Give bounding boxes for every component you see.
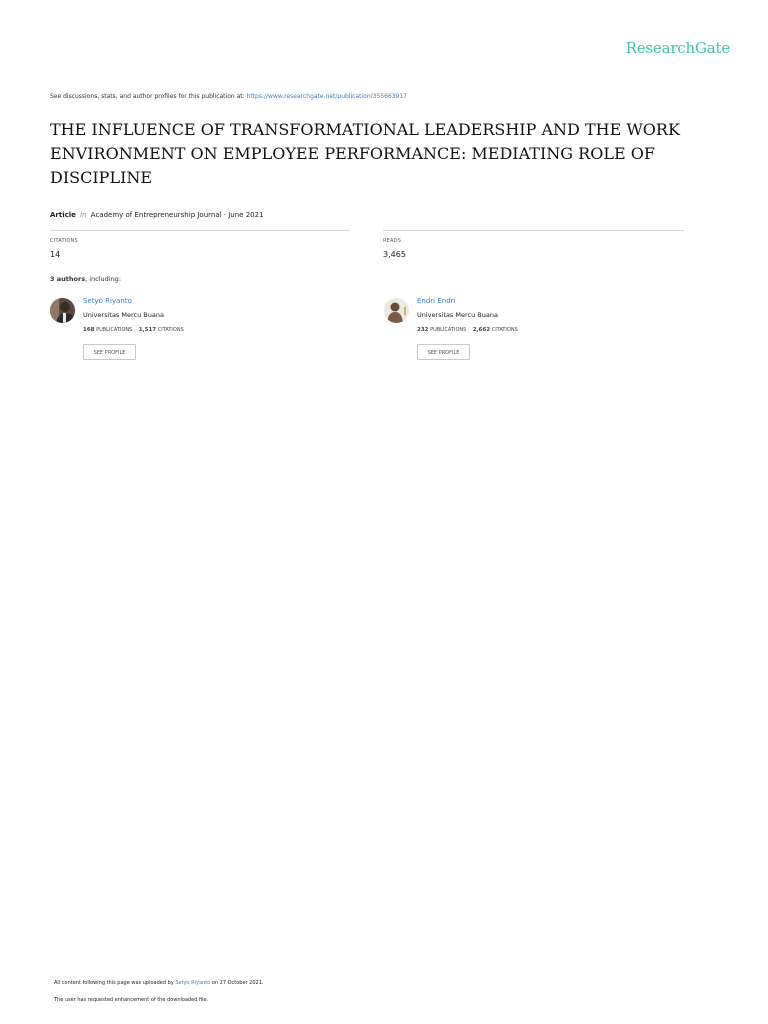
- author-card: [384, 297, 684, 367]
- upload-note-prefix: All content following this page was uploaded by: [54, 980, 176, 986]
- publication-type: Article: [50, 211, 76, 219]
- publication-in: in: [80, 211, 87, 219]
- enhancement-note: The user has requested enhancement of the downloaded file.: [54, 997, 209, 1003]
- author-card: [50, 297, 350, 367]
- author-stats: [417, 327, 518, 333]
- citations-count: 2,662: [472, 327, 491, 333]
- publication-link[interactable]: https://www.researchgate.net/publication/355663917: [246, 93, 407, 100]
- author-institution: Universitas Mercu Buana: [417, 311, 498, 319]
- authors-count: 3 authors: [50, 275, 86, 283]
- publications-count: 232: [417, 327, 429, 333]
- upload-note-suffix: on 27 October 2021.: [210, 980, 264, 986]
- discussion-note: [50, 93, 407, 100]
- reads-value: 3,465: [383, 250, 406, 259]
- author-name-link[interactable]: Setyo Riyanto: [83, 297, 132, 305]
- publications-label: PUBLICATIONS: [96, 327, 133, 333]
- avatar-photo-icon: [50, 298, 75, 323]
- publication-venue: Academy of Entrepreneurship Journal · June 2021: [90, 211, 264, 219]
- divider-right: [383, 230, 684, 231]
- author-institution: Universitas Mercu Buana: [83, 311, 164, 319]
- researchgate-logo[interactable]: ResearchGate: [625, 39, 730, 57]
- citations-count-label: CITATIONS: [491, 327, 518, 333]
- uploader-link[interactable]: Setyo Riyanto: [175, 980, 211, 986]
- avatar-photo-icon: [384, 298, 409, 323]
- publication-title: THE INFLUENCE OF TRANSFORMATIONAL LEADERSHIP AND THE WORK ENVIRONMENT ON EMPLOYEE PERFORMANCE: MEDIATING ROLE OF DISCIPLINE: [50, 120, 680, 187]
- publication-meta: [50, 211, 264, 219]
- citations-count: 1,517: [138, 327, 157, 333]
- see-profile-button[interactable]: SEE PROFILE: [83, 344, 136, 360]
- reads-label: READS: [383, 238, 402, 244]
- citations-value: 14: [50, 250, 61, 259]
- publications-label: PUBLICATIONS: [430, 327, 467, 333]
- see-profile-button[interactable]: SEE PROFILE: [417, 344, 470, 360]
- discussion-note-text: See discussions, stats, and author profiles for this publication at:: [50, 93, 247, 100]
- citations-count-label: CITATIONS: [157, 327, 184, 333]
- author-name-link[interactable]: Endri Endri: [417, 297, 456, 305]
- publications-count: 168: [83, 327, 95, 333]
- divider-left: [50, 230, 350, 231]
- authors-summary: [50, 275, 121, 283]
- citations-label: CITATIONS: [50, 238, 78, 244]
- authors-suffix: , including:: [85, 275, 122, 283]
- author-stats: [83, 327, 184, 333]
- upload-note: [54, 980, 264, 986]
- avatar[interactable]: [384, 298, 409, 323]
- avatar[interactable]: [50, 298, 75, 323]
